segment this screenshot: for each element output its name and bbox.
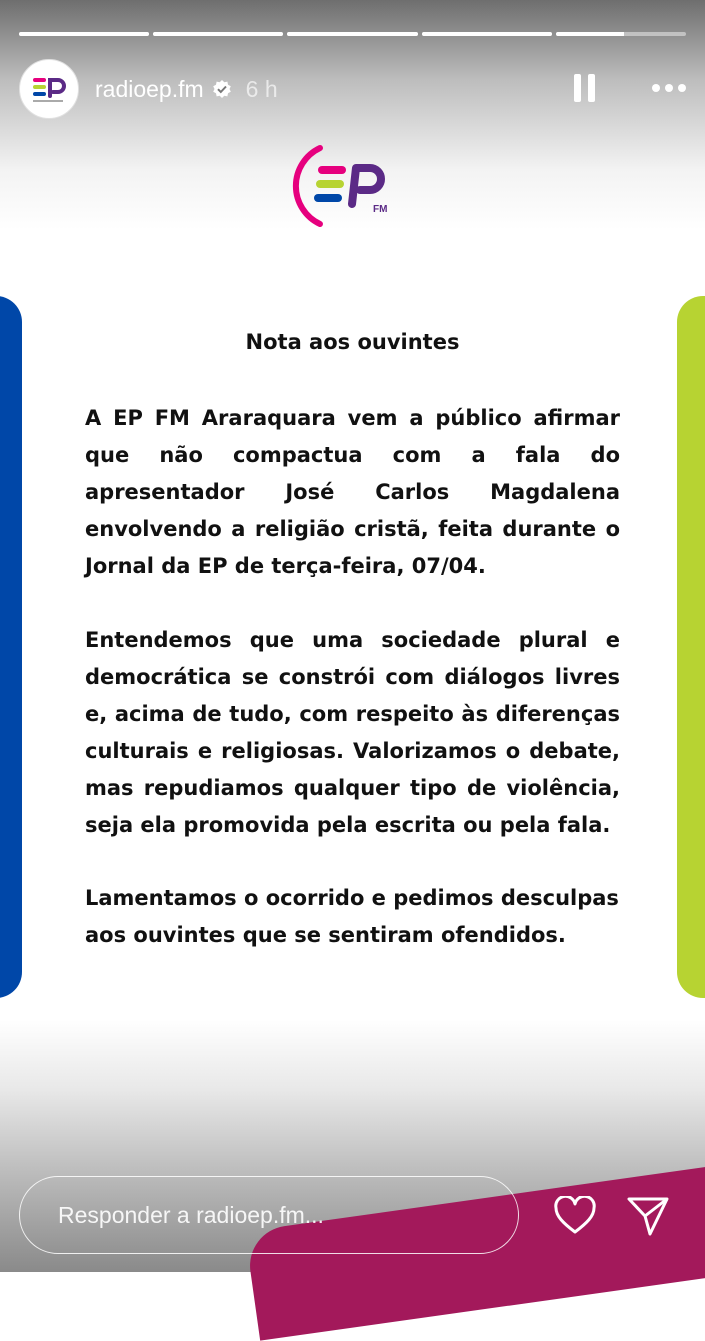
note-title: Nota aos ouvintes	[245, 330, 460, 354]
progress-segment	[153, 32, 283, 36]
note-paragraph-1: A EP FM Araraquara vem a público afirmar que não compactua com a fala do apresentador José Carlos Magdalena envolvendo a religião cristã, feita durante o Jornal da EP de terça-feira, 07/04.	[85, 406, 620, 578]
send-icon[interactable]	[626, 1194, 670, 1238]
progress-fill	[287, 32, 417, 36]
reply-input[interactable]: Responder a radioep.fm...	[19, 1176, 519, 1254]
progress-segment	[556, 32, 686, 36]
progress-fill	[19, 32, 149, 36]
note-paragraph-2: Entendemos que uma sociedade plural e democrática se constrói com diálogos livres e, acima de tudo, com respeito às diferenças culturais e religiosas. Valorizamos o debate, mas repudiamos qualquer tipo de violência, seja ela promovida pela escrita ou pela fala.	[85, 628, 620, 837]
more-icon	[652, 84, 660, 92]
heart-icon[interactable]	[553, 1196, 597, 1236]
progress-segment	[287, 32, 417, 36]
ep-avatar-logo-icon	[29, 72, 69, 106]
progress-fill	[422, 32, 552, 36]
story-header	[19, 60, 686, 118]
note-paragraph-3: Lamentamos o ocorrido e pedimos desculpas aos ouvintes que se sentiram ofendidos.	[85, 886, 619, 947]
green-side-bar	[677, 296, 705, 998]
post-time: 6 h	[245, 75, 278, 102]
progress-fill	[556, 32, 624, 36]
progress-segment	[422, 32, 552, 36]
username[interactable]: radioep.fm	[95, 75, 204, 102]
more-options-button[interactable]	[652, 84, 686, 92]
story-progress-bar	[19, 32, 686, 36]
verified-icon	[212, 79, 232, 99]
avatar[interactable]	[19, 59, 79, 119]
pause-icon	[574, 74, 581, 102]
progress-segment	[19, 32, 149, 36]
ep-fm-logo	[278, 140, 398, 232]
blue-side-bar	[0, 296, 22, 998]
progress-fill	[153, 32, 283, 36]
logo-fm-text: FM	[373, 204, 388, 215]
pause-button[interactable]	[574, 74, 596, 102]
